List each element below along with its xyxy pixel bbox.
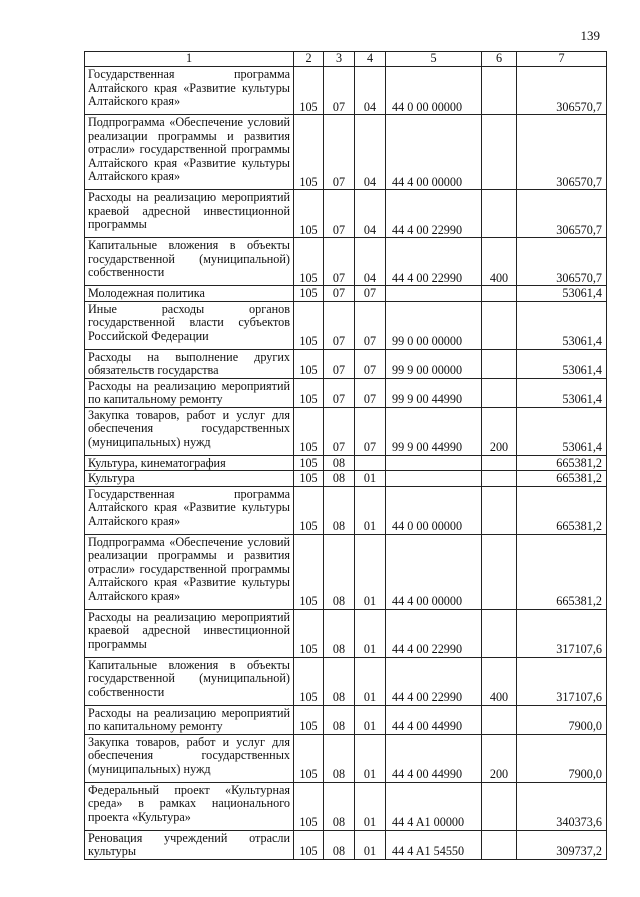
row-code-3-cell: 08 (324, 609, 355, 657)
row-name-cell: Культура (85, 471, 294, 487)
row-amount-cell: 340373,6 (517, 782, 607, 830)
row-code-2-cell: 105 (294, 782, 324, 830)
row-code-3-cell: 07 (324, 115, 355, 190)
row-code-6-cell: 400 (482, 657, 517, 705)
budget-table (84, 51, 607, 860)
row-name-cell: Капитальные вложения в объекты государственной (муниципальной) собственности (85, 238, 294, 286)
row-name-cell: Молодежная политика (85, 286, 294, 302)
table-row (85, 609, 607, 657)
row-amount-cell: 306570,7 (517, 238, 607, 286)
row-code-4-cell: 01 (355, 705, 386, 734)
row-code-6-cell (482, 455, 517, 471)
row-code-6-cell (482, 486, 517, 534)
table-header-row (85, 52, 607, 67)
row-code-3-cell: 08 (324, 455, 355, 471)
table-row (85, 67, 607, 115)
row-amount-cell: 306570,7 (517, 115, 607, 190)
table-row (85, 115, 607, 190)
row-code-5-cell (386, 286, 482, 302)
header-cell: 4 (355, 52, 386, 67)
row-amount-cell: 53061,4 (517, 301, 607, 349)
row-code-4-cell: 01 (355, 534, 386, 609)
row-code-3-cell: 07 (324, 407, 355, 455)
row-code-2-cell: 105 (294, 734, 324, 782)
row-amount-cell: 53061,4 (517, 407, 607, 455)
row-code-5-cell: 44 4 00 00000 (386, 534, 482, 609)
header-cell: 2 (294, 52, 324, 67)
row-amount-cell: 53061,4 (517, 349, 607, 378)
row-code-2-cell: 105 (294, 349, 324, 378)
table-row (85, 782, 607, 830)
row-name-cell: Капитальные вложения в объекты государственной (муниципальной) собственности (85, 657, 294, 705)
row-code-4-cell: 01 (355, 657, 386, 705)
row-name-cell: Реновация учреждений отрасли культуры (85, 830, 294, 859)
row-code-2-cell: 105 (294, 609, 324, 657)
row-name-cell: Закупка товаров, работ и услуг для обеспечения государственных (муниципальных) нужд (85, 407, 294, 455)
row-code-5-cell: 44 4 00 22990 (386, 238, 482, 286)
row-amount-cell: 306570,7 (517, 190, 607, 238)
row-code-6-cell (482, 830, 517, 859)
row-code-4-cell: 07 (355, 378, 386, 407)
row-code-4-cell: 07 (355, 349, 386, 378)
row-code-5-cell: 44 4 A1 54550 (386, 830, 482, 859)
table-row (85, 455, 607, 471)
row-code-6-cell (482, 301, 517, 349)
row-code-4-cell: 04 (355, 67, 386, 115)
row-name-cell: Иные расходы органов государственной власти субъектов Российской Федерации (85, 301, 294, 349)
row-amount-cell: 7900,0 (517, 705, 607, 734)
row-code-6-cell (482, 190, 517, 238)
table-row (85, 471, 607, 487)
header-cell: 5 (386, 52, 482, 67)
table-row (85, 407, 607, 455)
row-code-4-cell: 04 (355, 115, 386, 190)
row-code-5-cell (386, 471, 482, 487)
row-code-3-cell: 08 (324, 657, 355, 705)
row-code-6-cell (482, 67, 517, 115)
row-code-5-cell: 44 0 00 00000 (386, 67, 482, 115)
table-row (85, 534, 607, 609)
row-code-6-cell (482, 286, 517, 302)
row-code-3-cell: 07 (324, 301, 355, 349)
row-code-5-cell (386, 455, 482, 471)
row-code-2-cell: 105 (294, 115, 324, 190)
row-code-6-cell (482, 534, 517, 609)
header-cell: 7 (517, 52, 607, 67)
table-row (85, 657, 607, 705)
row-amount-cell: 53061,4 (517, 378, 607, 407)
table-row (85, 349, 607, 378)
row-code-3-cell: 08 (324, 782, 355, 830)
row-code-2-cell: 105 (294, 378, 324, 407)
row-code-5-cell: 44 4 00 22990 (386, 190, 482, 238)
row-code-2-cell: 105 (294, 238, 324, 286)
row-code-2-cell: 105 (294, 657, 324, 705)
row-code-3-cell: 08 (324, 830, 355, 859)
row-code-5-cell: 44 4 00 22990 (386, 609, 482, 657)
row-name-cell: Государственная программа Алтайского края «Развитие культуры Алтайского края» (85, 486, 294, 534)
row-code-4-cell: 01 (355, 471, 386, 487)
row-name-cell: Расходы на реализацию мероприятий краевой адресной инвестиционной программы (85, 609, 294, 657)
row-code-6-cell (482, 378, 517, 407)
table-row (85, 486, 607, 534)
row-code-2-cell: 105 (294, 455, 324, 471)
row-code-3-cell: 08 (324, 534, 355, 609)
row-amount-cell: 665381,2 (517, 534, 607, 609)
row-code-5-cell: 44 4 A1 00000 (386, 782, 482, 830)
row-code-2-cell: 105 (294, 486, 324, 534)
row-amount-cell: 53061,4 (517, 286, 607, 302)
row-code-6-cell (482, 705, 517, 734)
row-name-cell: Расходы на реализацию мероприятий по капитальному ремонту (85, 378, 294, 407)
row-code-4-cell: 07 (355, 301, 386, 349)
row-code-5-cell: 44 4 00 44990 (386, 734, 482, 782)
row-amount-cell: 665381,2 (517, 486, 607, 534)
row-amount-cell: 317107,6 (517, 657, 607, 705)
row-code-6-cell (482, 471, 517, 487)
row-code-5-cell: 44 0 00 00000 (386, 486, 482, 534)
row-code-5-cell: 44 4 00 22990 (386, 657, 482, 705)
row-code-5-cell: 99 0 00 00000 (386, 301, 482, 349)
row-name-cell: Культура, кинематография (85, 455, 294, 471)
row-code-3-cell: 08 (324, 471, 355, 487)
row-name-cell: Расходы на реализацию мероприятий краевой адресной инвестиционной программы (85, 190, 294, 238)
header-cell: 6 (482, 52, 517, 67)
row-name-cell: Расходы на реализацию мероприятий по капитальному ремонту (85, 705, 294, 734)
table-row (85, 190, 607, 238)
row-name-cell: Закупка товаров, работ и услуг для обеспечения государственных (муниципальных) нужд (85, 734, 294, 782)
row-amount-cell: 665381,2 (517, 455, 607, 471)
row-amount-cell: 309737,2 (517, 830, 607, 859)
table-row (85, 830, 607, 859)
row-code-3-cell: 07 (324, 238, 355, 286)
row-code-4-cell: 01 (355, 830, 386, 859)
row-code-4-cell: 07 (355, 286, 386, 302)
row-code-2-cell: 105 (294, 301, 324, 349)
row-code-6-cell (482, 349, 517, 378)
row-code-5-cell: 44 4 00 44990 (386, 705, 482, 734)
table-row (85, 734, 607, 782)
row-code-3-cell: 07 (324, 349, 355, 378)
table-row (85, 301, 607, 349)
row-name-cell: Подпрограмма «Обеспечение условий реализации программы и развития отрасли» государственной программы Алтайского края «Развитие культуры Алтайского края» (85, 534, 294, 609)
row-code-3-cell: 07 (324, 190, 355, 238)
row-code-2-cell: 105 (294, 407, 324, 455)
row-code-3-cell: 08 (324, 705, 355, 734)
row-code-6-cell (482, 115, 517, 190)
row-code-3-cell: 07 (324, 378, 355, 407)
row-code-6-cell: 200 (482, 407, 517, 455)
table-row (85, 378, 607, 407)
row-code-3-cell: 07 (324, 286, 355, 302)
table-row (85, 705, 607, 734)
row-code-4-cell: 01 (355, 486, 386, 534)
row-name-cell: Расходы на выполнение других обязательств государства (85, 349, 294, 378)
row-code-2-cell: 105 (294, 471, 324, 487)
row-name-cell: Подпрограмма «Обеспечение условий реализации программы и развития отрасли» государственной программы Алтайского края «Развитие культуры Алтайского края» (85, 115, 294, 190)
row-code-4-cell: 04 (355, 190, 386, 238)
row-code-4-cell: 04 (355, 238, 386, 286)
row-code-6-cell: 400 (482, 238, 517, 286)
row-code-4-cell (355, 455, 386, 471)
row-code-2-cell: 105 (294, 830, 324, 859)
row-name-cell: Государственная программа Алтайского края «Развитие культуры Алтайского края» (85, 67, 294, 115)
page-number: 139 (580, 28, 600, 43)
row-code-6-cell: 200 (482, 734, 517, 782)
row-code-6-cell (482, 609, 517, 657)
row-code-2-cell: 105 (294, 67, 324, 115)
row-code-5-cell: 99 9 00 00000 (386, 349, 482, 378)
row-amount-cell: 665381,2 (517, 471, 607, 487)
row-code-4-cell: 01 (355, 609, 386, 657)
row-code-4-cell: 01 (355, 734, 386, 782)
row-code-4-cell: 01 (355, 782, 386, 830)
row-code-2-cell: 105 (294, 190, 324, 238)
row-code-3-cell: 07 (324, 67, 355, 115)
row-code-5-cell: 44 4 00 00000 (386, 115, 482, 190)
row-name-cell: Федеральный проект «Культурная среда» в рамках национального проекта «Культура» (85, 782, 294, 830)
row-code-6-cell (482, 782, 517, 830)
header-cell: 1 (85, 52, 294, 67)
row-code-2-cell: 105 (294, 286, 324, 302)
row-code-2-cell: 105 (294, 534, 324, 609)
table-row (85, 286, 607, 302)
table-row (85, 238, 607, 286)
row-code-5-cell: 99 9 00 44990 (386, 407, 482, 455)
row-amount-cell: 7900,0 (517, 734, 607, 782)
row-code-3-cell: 08 (324, 734, 355, 782)
row-code-2-cell: 105 (294, 705, 324, 734)
row-code-5-cell: 99 9 00 44990 (386, 378, 482, 407)
row-amount-cell: 317107,6 (517, 609, 607, 657)
row-code-4-cell: 07 (355, 407, 386, 455)
row-amount-cell: 306570,7 (517, 67, 607, 115)
row-code-3-cell: 08 (324, 486, 355, 534)
header-cell: 3 (324, 52, 355, 67)
